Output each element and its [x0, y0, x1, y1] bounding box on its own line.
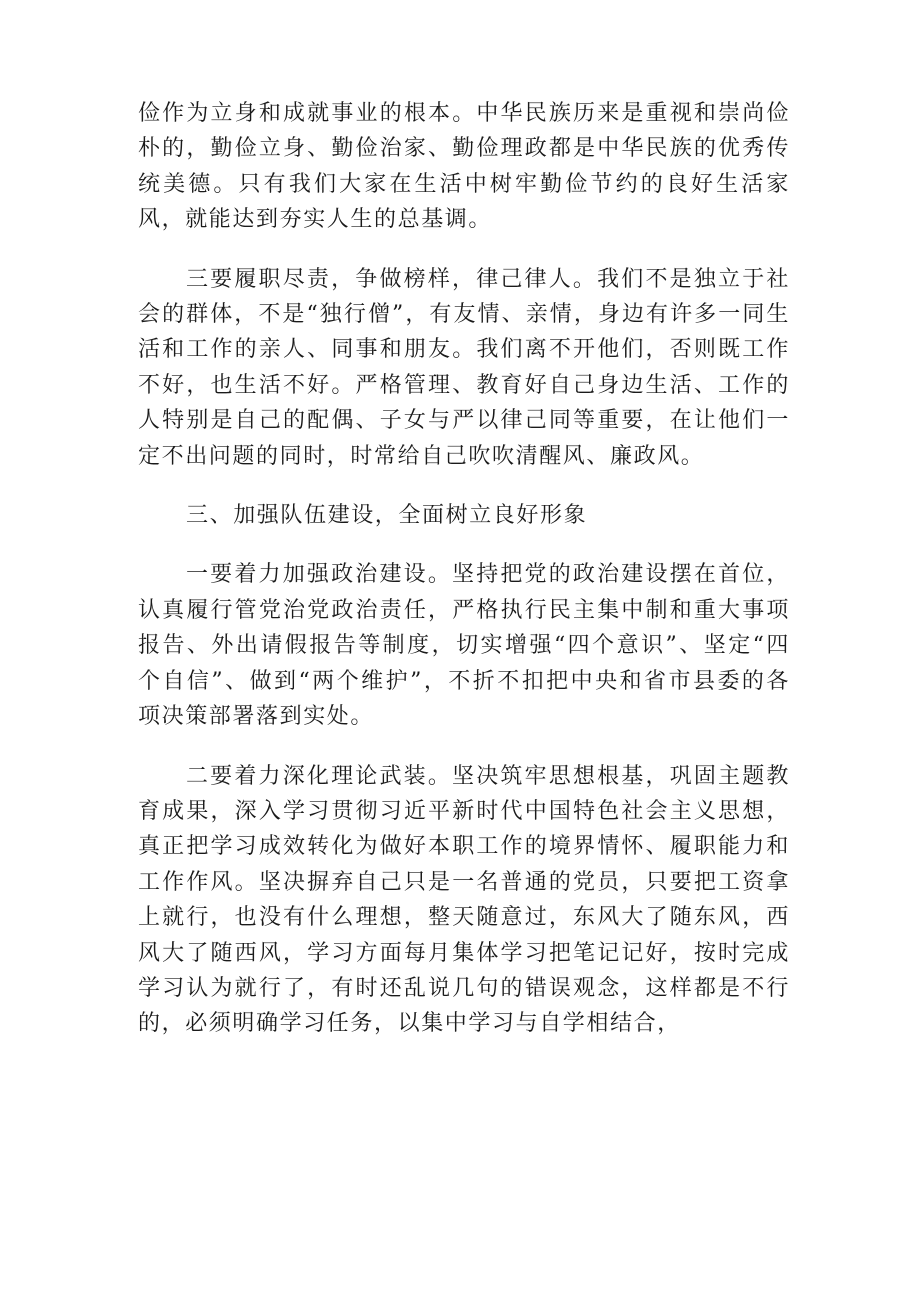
paragraph-theory-study: 二要着力深化理论武装。坚决筑牢思想根基，巩固主题教育成果，深入学习贯彻习近平新时代中国特色社会主义思想，真正把学习成效转化为做好本职工作的境界情怀、履职能力和工作作风。坚决摒弃自己只是一名普通的党员，只要把工资拿上就行，也没有什么理想，整天随意过，东风大了随东风，西风大了随西风，学习方面每月集体学习把笔记记好，按时完成学习认为就行了，有时还乱说几句的错误观念，这样都是不行的，必须明确学习任务，以集中学习与自学相结合，	[138, 763, 790, 1037]
paragraph-duty-example: 三要履职尽责，争做榜样，律己律人。我们不是独立于社会的群体，不是“独行僧”，有友情、亲情，身边有许多一同生活和工作的亲人、同事和朋友。我们离不开他们，否则既工作不好，也生活不好。严格管理、教育好自己身边生活、工作的人特别是自己的配偶、子女与严以律己同等重要，在让他们一定不出问题的同时，时常给自己吹吹清醒风、廉政风。	[138, 266, 790, 469]
document-page	[138, 96, 790, 1042]
paragraph-political-building: 一要着力加强政治建设。坚持把党的政治建设摆在首位，认真履行管党治党政治责任，严格执行民主集中制和重大事项报告、外出请假报告等制度，切实增强“四个意识”、坚定“四个自信”、做到“两个维护”，不折不扣把中央和省市县委的各项决策部署落到实处。	[138, 562, 790, 730]
paragraph-thrift: 俭作为立身和成就事业的根本。中华民族历来是重视和崇尚俭朴的，勤俭立身、勤俭治家、勤俭理政都是中华民族的优秀传统美德。只有我们大家在生活中树牢勤俭节约的良好生活家风，就能达到夯实人生的总基调。	[138, 101, 790, 233]
section-heading-team-building: 三、加强队伍建设，全面树立良好形象	[186, 503, 588, 529]
